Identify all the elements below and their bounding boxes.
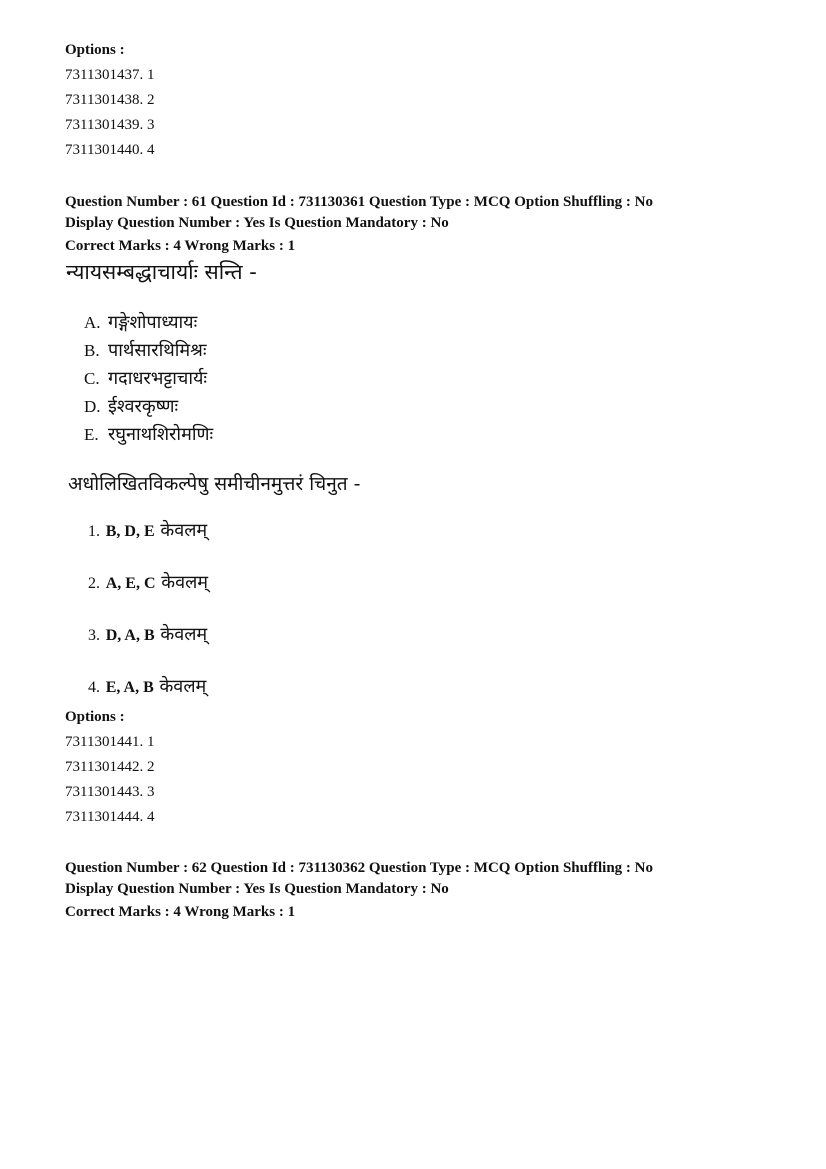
question-meta-line: Display Question Number : Yes Is Question Mandatory : No [65,881,449,897]
question-instruction: अधोलिखितविकल्पेषु समीचीनमुत्तरं चिनुत - [68,473,361,495]
statement-item: C. गदाधरभट्टाचार्यः [84,368,208,389]
answer-choice: 4. E, A, B केवलम् [88,676,207,697]
option-id: 7311301439. 3 [65,117,155,133]
option-id: 7311301437. 1 [65,67,155,83]
question-meta-line: Question Number : 61 Question Id : 731130361 Question Type : MCQ Option Shuffling : No [65,194,653,210]
option-id: 7311301438. 2 [65,92,155,108]
question-61-meta [65,192,653,257]
options-block-q61 [65,706,154,830]
option-id: 7311301444. 4 [65,809,155,825]
question-meta-line: Display Question Number : Yes Is Question Mandatory : No [65,215,449,231]
statement-list [84,309,213,449]
options-label: Options : [65,709,125,725]
question-62-meta [65,858,653,923]
option-id: 7311301441. 1 [65,734,155,750]
options-block-q60 [65,39,154,163]
answer-choice: 1. B, D, E केवलम् [88,520,208,541]
statement-item: D. ईश्वरकृष्णः [84,396,179,417]
option-id: 7311301442. 2 [65,759,155,775]
statement-item: B. पार्थसारथिमिश्रः [84,340,207,361]
option-id: 7311301440. 4 [65,142,155,158]
statement-item: A. गङ्गेशोपाध्यायः [84,312,198,333]
question-stem: न्यायसम्बद्धाचार्याः सन्ति - [66,260,257,284]
answer-choice: 2. A, E, C केवलम् [88,572,209,593]
options-label: Options : [65,42,125,58]
question-meta-line: Question Number : 62 Question Id : 731130362 Question Type : MCQ Option Shuffling : No [65,860,653,876]
marks-line: Correct Marks : 4 Wrong Marks : 1 [65,238,296,254]
option-id: 7311301443. 3 [65,784,155,800]
answer-choice: 3. D, A, B केवलम् [88,624,208,645]
answer-choice-list [88,518,208,704]
marks-line: Correct Marks : 4 Wrong Marks : 1 [65,904,296,920]
statement-item: E. रघुनाथशिरोमणिः [84,424,214,445]
